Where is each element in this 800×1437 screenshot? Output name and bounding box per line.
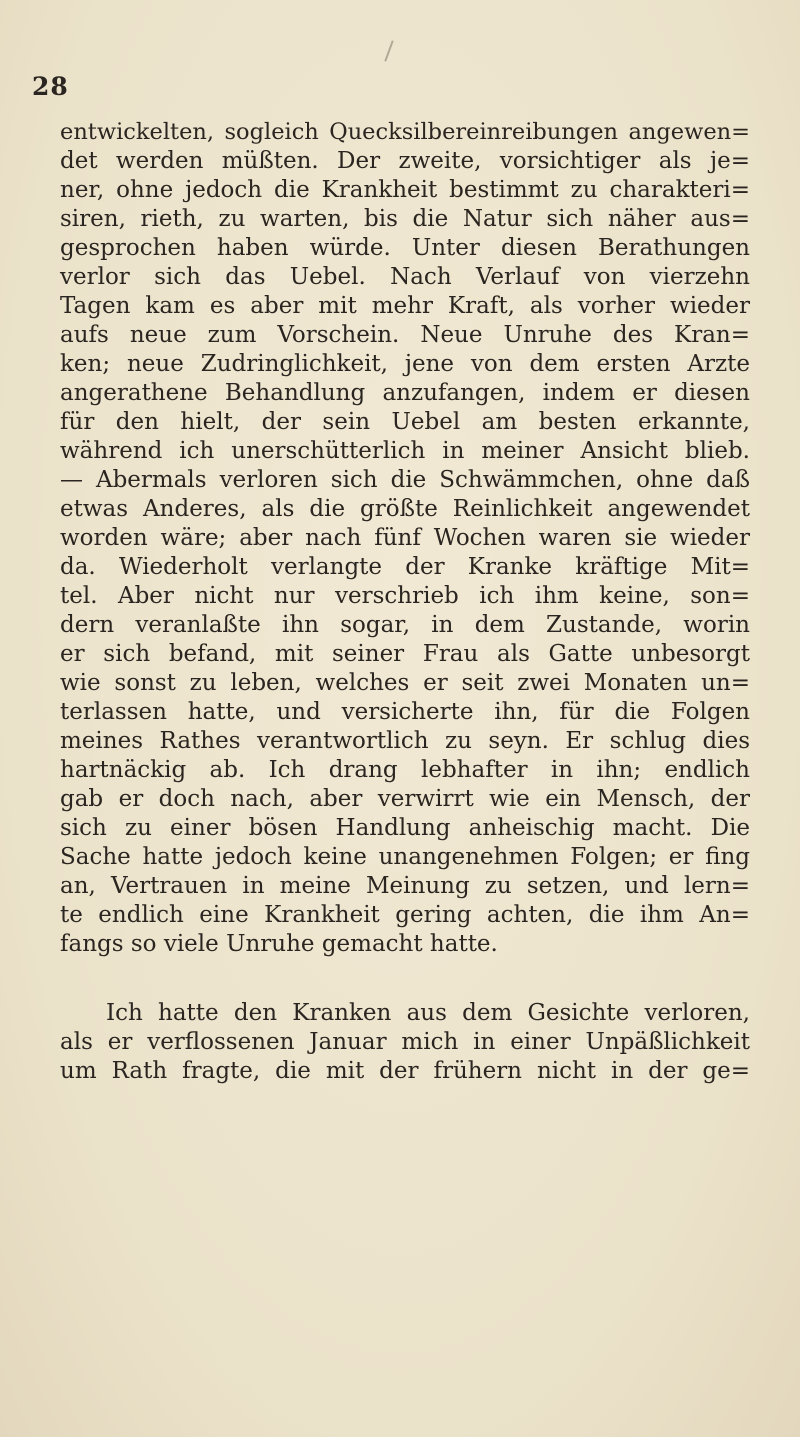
text-line: verlor sich das Uebel. Nach Verlauf von vierzehn [60, 264, 750, 290]
text-line: als er verflossenen Januar mich in einer Unpäßlichkeit [60, 1029, 750, 1055]
text-line: um Rath fragte, die mit der frühern nicht in der ge= [60, 1058, 750, 1084]
text-line: für den hielt, der sein Uebel am besten erkannte, [60, 409, 750, 435]
text-line: hartnäckig ab. Ich drang lebhafter in ihn; endlich [60, 757, 750, 783]
text-line: gesprochen haben würde. Unter diesen Berathungen [60, 235, 750, 261]
text-line: da. Wiederholt verlangte der Kranke kräftige Mit= [60, 554, 750, 580]
text-line: — Abermals verloren sich die Schwämmchen, ohne daß [60, 467, 750, 493]
stray-pen-mark [384, 40, 393, 61]
text-line: aufs neue zum Vorschein. Neue Unruhe des Kran= [60, 322, 750, 348]
text-line: entwickelten, sogleich Quecksilbereinreibungen angewen= [60, 119, 750, 145]
text-line: meines Rathes verantwortlich zu seyn. Er schlug dies [60, 728, 750, 754]
text-line: ner, ohne jedoch die Krankheit bestimmt zu charakteri= [60, 177, 750, 203]
text-line: Sache hatte jedoch keine unangenehmen Folgen; er fing [60, 844, 750, 870]
text-line: siren, rieth, zu warten, bis die Natur sich näher aus= [60, 206, 750, 232]
text-line: er sich befand, mit seiner Frau als Gatte unbesorgt [60, 641, 750, 667]
text-line: fangs so viele Unruhe gemacht hatte. [60, 931, 498, 957]
text-line: etwas Anderes, als die größte Reinlichkeit angewendet [60, 496, 750, 522]
text-line: worden wäre; aber nach fünf Wochen waren sie wieder [60, 525, 750, 551]
text-line: Ich hatte den Kranken aus dem Gesichte verloren, [106, 1000, 750, 1026]
text-line: gab er doch nach, aber verwirrt wie ein Mensch, der [60, 786, 750, 812]
paragraph-2 [60, 999, 750, 1086]
text-line: dern veranlaßte ihn sogar, in dem Zustande, worin [60, 612, 750, 638]
text-line: angerathene Behandlung anzufangen, indem er diesen [60, 380, 750, 406]
text-line: ken; neue Zudringlichkeit, jene von dem ersten Arzte [60, 351, 750, 377]
text-line: tel. Aber nicht nur verschrieb ich ihm keine, son= [60, 583, 750, 609]
text-line: wie sonst zu leben, welches er seit zwei Monaten un= [60, 670, 750, 696]
text-line: te endlich eine Krankheit gering achten, die ihm An= [60, 902, 750, 928]
text-line: sich zu einer bösen Handlung anheischig macht. Die [60, 815, 750, 841]
text-line: an, Vertrauen in meine Meinung zu setzen, und lern= [60, 873, 750, 899]
text-line: det werden müßten. Der zweite, vorsichtiger als je= [60, 148, 750, 174]
text-line: während ich unerschütterlich in meiner Ansicht blieb. [60, 438, 750, 464]
page-number: 28 [32, 72, 69, 101]
text-line: Tagen kam es aber mit mehr Kraft, als vorher wieder [60, 293, 750, 319]
text-line: terlassen hatte, und versicherte ihn, für die Folgen [60, 699, 750, 725]
body-text [60, 118, 750, 1086]
paragraph-1 [60, 118, 750, 959]
